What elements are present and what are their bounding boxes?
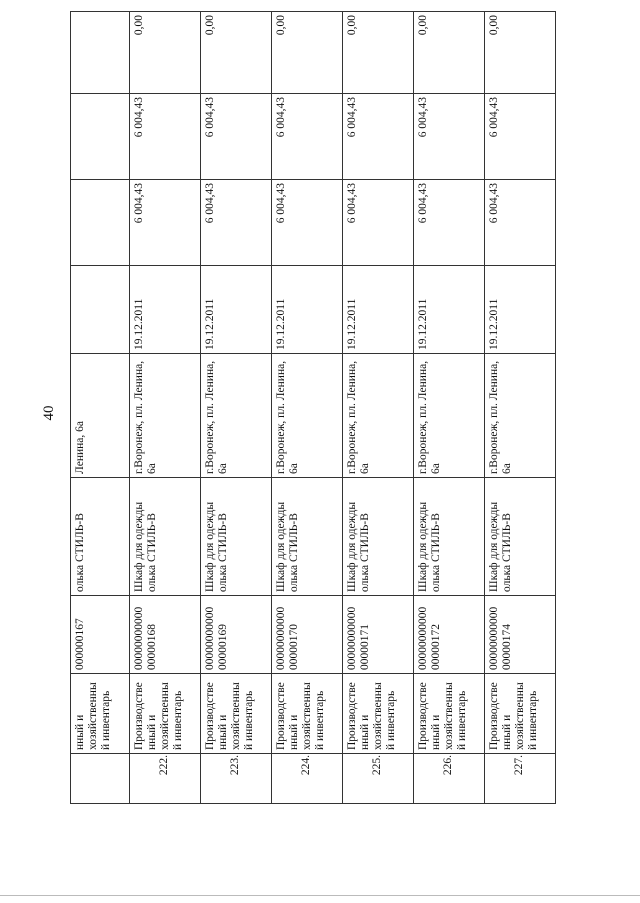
page-edge-divider	[0, 895, 640, 896]
table-row	[200, 12, 271, 804]
cell-inv-number: 00000000000 00000171	[342, 596, 413, 674]
cell-residual: 0,00	[342, 12, 413, 94]
cell-index: 225.	[342, 754, 413, 804]
cell-date: 19.12.2011	[484, 266, 555, 354]
cell-name: Шкаф для одежды олька СТИЛЬ-В	[413, 478, 484, 596]
cell-depreciation: 6 004,43	[413, 94, 484, 180]
cell-depreciation: 6 004,43	[271, 94, 342, 180]
cell-date: 19.12.2011	[129, 266, 200, 354]
cell-initial-cost: 6 004,43	[413, 180, 484, 266]
cell-category: Производстве нный и хозяйственны й инвентарь	[200, 674, 271, 754]
cell-residual: 0,00	[484, 12, 555, 94]
cell-index: 226.	[413, 754, 484, 804]
cell-category: Производстве нный и хозяйственны й инвентарь	[413, 674, 484, 754]
cell-date: 19.12.2011	[413, 266, 484, 354]
cell-address: г.Воронеж, пл. Ленина, 6а	[342, 354, 413, 478]
cell-category: Производстве нный и хозяйственны й инвентарь	[129, 674, 200, 754]
cell-initial-cost: 6 004,43	[271, 180, 342, 266]
cell-inv-number: 00000000000 00000168	[129, 596, 200, 674]
cell-inv-number: 000000167	[71, 596, 130, 674]
cell-initial-cost: 6 004,43	[484, 180, 555, 266]
cell-address: г.Воронеж, пл. Ленина, 6а	[413, 354, 484, 478]
cell-address: г.Воронеж, пл. Ленина, 6а	[484, 354, 555, 478]
cell-inv-number: 00000000000 00000170	[271, 596, 342, 674]
cell-index: 223.	[200, 754, 271, 804]
cell-initial-cost: 6 004,43	[200, 180, 271, 266]
inventory-table-container	[70, 12, 556, 804]
cell-residual	[71, 12, 130, 94]
cell-residual: 0,00	[200, 12, 271, 94]
cell-address: г.Воронеж, пл. Ленина, 6а	[129, 354, 200, 478]
cell-residual: 0,00	[271, 12, 342, 94]
cell-name: Шкаф для одежды олька СТИЛЬ-В	[484, 478, 555, 596]
page-number: 40	[41, 405, 57, 421]
cell-depreciation: 6 004,43	[200, 94, 271, 180]
cell-name: Шкаф для одежды олька СТИЛЬ-В	[200, 478, 271, 596]
cell-inv-number: 00000000000 00000172	[413, 596, 484, 674]
cell-depreciation: 6 004,43	[484, 94, 555, 180]
cell-date: 19.12.2011	[342, 266, 413, 354]
cell-inv-number: 00000000000 00000169	[200, 596, 271, 674]
cell-index: 227.	[484, 754, 555, 804]
cell-category: нный и хозяйственны й инвентарь	[71, 674, 130, 754]
cell-depreciation: 6 004,43	[129, 94, 200, 180]
cell-address: г.Воронеж, пл. Ленина, 6а	[271, 354, 342, 478]
cell-initial-cost: 6 004,43	[129, 180, 200, 266]
cell-category: Производстве нный и хозяйственны й инвентарь	[342, 674, 413, 754]
cell-initial-cost: 6 004,43	[342, 180, 413, 266]
table-row-partial	[71, 12, 130, 804]
inventory-table	[70, 11, 556, 804]
cell-name: Шкаф для одежды олька СТИЛЬ-В	[342, 478, 413, 596]
cell-category: Производстве нный и хозяйственны й инвентарь	[271, 674, 342, 754]
table-row	[484, 12, 555, 804]
cell-index	[71, 754, 130, 804]
table-row	[271, 12, 342, 804]
cell-address: г.Воронеж, пл. Ленина, 6а	[200, 354, 271, 478]
rotated-table-frame	[70, 12, 556, 804]
table-row	[413, 12, 484, 804]
cell-date	[71, 266, 130, 354]
cell-inv-number: 00000000000 00000174	[484, 596, 555, 674]
cell-date: 19.12.2011	[271, 266, 342, 354]
cell-residual: 0,00	[413, 12, 484, 94]
cell-name: Шкаф для одежды олька СТИЛЬ-В	[129, 478, 200, 596]
table-row	[342, 12, 413, 804]
cell-index: 222.	[129, 754, 200, 804]
cell-category: Производстве нный и хозяйственны й инвентарь	[484, 674, 555, 754]
cell-date: 19.12.2011	[200, 266, 271, 354]
cell-initial-cost	[71, 180, 130, 266]
cell-residual: 0,00	[129, 12, 200, 94]
cell-address: Ленина, 6а	[71, 354, 130, 478]
cell-depreciation: 6 004,43	[342, 94, 413, 180]
cell-name: Шкаф для одежды олька СТИЛЬ-В	[271, 478, 342, 596]
cell-name: олька СТИЛЬ-В	[71, 478, 130, 596]
cell-index: 224.	[271, 754, 342, 804]
table-row	[129, 12, 200, 804]
cell-depreciation	[71, 94, 130, 180]
